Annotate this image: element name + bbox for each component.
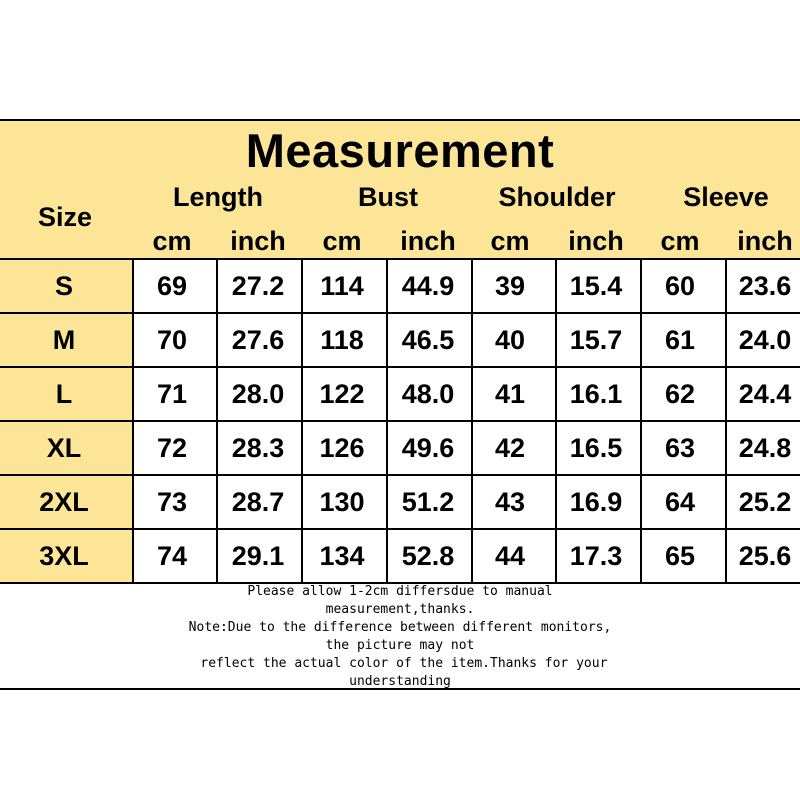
table-cell: 70: [156, 325, 188, 355]
table-cell: 60: [664, 271, 696, 301]
table-cell: 28.3: [231, 433, 285, 463]
table-cell: 27.6: [231, 325, 285, 355]
size-label: S: [54, 271, 73, 301]
table-cell: 28.7: [231, 487, 285, 517]
size-label: XL: [46, 433, 82, 463]
column-header-sleeve: Sleeve: [683, 182, 769, 212]
table-cell: 17.3: [569, 541, 623, 571]
measurement-note: [0, 583, 800, 691]
table-cell: 39: [494, 271, 526, 301]
note-line: reflect the actual color of the item.Thanks for your: [192, 656, 608, 671]
table-cell: 24.0: [738, 325, 792, 355]
table-cell: 46.5: [401, 325, 455, 355]
table-cell: 63: [664, 433, 696, 463]
table-cell: 25.6: [738, 541, 792, 571]
unit-header-inch: inch: [737, 226, 793, 256]
unit-header-cm: cm: [490, 226, 530, 256]
table-cell: 49.6: [401, 433, 455, 463]
column-header-length: Length: [173, 182, 263, 212]
note-line: Please allow 1-2cm differsdue to manual: [247, 584, 553, 599]
table-header: [0, 121, 800, 259]
table-cell: 130: [319, 487, 365, 517]
table-cell: 126: [319, 433, 365, 463]
table-cell: 48.0: [401, 379, 455, 409]
table-cell: 44: [494, 541, 526, 571]
unit-header-cm: cm: [322, 226, 362, 256]
table-cell: 134: [319, 541, 365, 571]
note-line: understanding: [349, 674, 451, 689]
table-cell: 28.0: [231, 379, 285, 409]
note-line: Note:Due to the difference between different monitors,: [188, 620, 612, 635]
unit-header-inch: inch: [400, 226, 456, 256]
table-cell: 24.4: [738, 379, 792, 409]
unit-header-cm: cm: [660, 226, 700, 256]
table-cell: 114: [320, 271, 364, 301]
table-cell: 122: [319, 379, 365, 409]
table-cell: 74: [156, 541, 188, 571]
size-label: L: [55, 379, 73, 409]
size-label: 2XL: [39, 487, 89, 517]
size-label: M: [52, 325, 76, 355]
table-cell: 52.8: [401, 541, 455, 571]
table-cell: 73: [156, 487, 188, 517]
table-cell: 15.4: [569, 271, 623, 301]
table-cell: 16.9: [569, 487, 623, 517]
note-line: the picture may not: [325, 638, 475, 653]
table-cell: 69: [156, 271, 188, 301]
table-cell: 23.6: [738, 271, 792, 301]
column-header-bust: Bust: [358, 182, 418, 212]
table-cell: 29.1: [231, 541, 285, 571]
table-cell: 65: [664, 541, 696, 571]
table-cell: 71: [156, 379, 188, 409]
size-label: 3XL: [39, 541, 89, 571]
size-column-header: Size: [37, 202, 93, 232]
table-cell: 72: [156, 433, 188, 463]
note-line: measurement,thanks.: [325, 602, 475, 617]
table-cell: 16.5: [569, 433, 623, 463]
table-cell: 25.2: [738, 487, 792, 517]
table-cell: 42: [494, 433, 526, 463]
table-cell: 43: [494, 487, 526, 517]
table-cell: 44.9: [401, 271, 455, 301]
table-cell: 16.1: [569, 379, 623, 409]
table-cell: 61: [664, 325, 696, 355]
table-cell: 51.2: [401, 487, 455, 517]
unit-header-inch: inch: [568, 226, 624, 256]
unit-header-cm: cm: [152, 226, 192, 256]
column-header-shoulder: Shoulder: [498, 182, 616, 212]
page-title: Measurement: [245, 124, 555, 177]
table-cell: 15.7: [569, 325, 623, 355]
table-cell: 62: [664, 379, 696, 409]
table-cell: 64: [664, 487, 696, 517]
table-cell: 24.8: [738, 433, 792, 463]
size-chart: [0, 119, 800, 690]
table-cell: 118: [320, 325, 364, 355]
table-cell: 41: [494, 379, 526, 409]
table-cell: 27.2: [231, 271, 285, 301]
table-cell: 40: [494, 325, 526, 355]
unit-header-inch: inch: [230, 226, 286, 256]
